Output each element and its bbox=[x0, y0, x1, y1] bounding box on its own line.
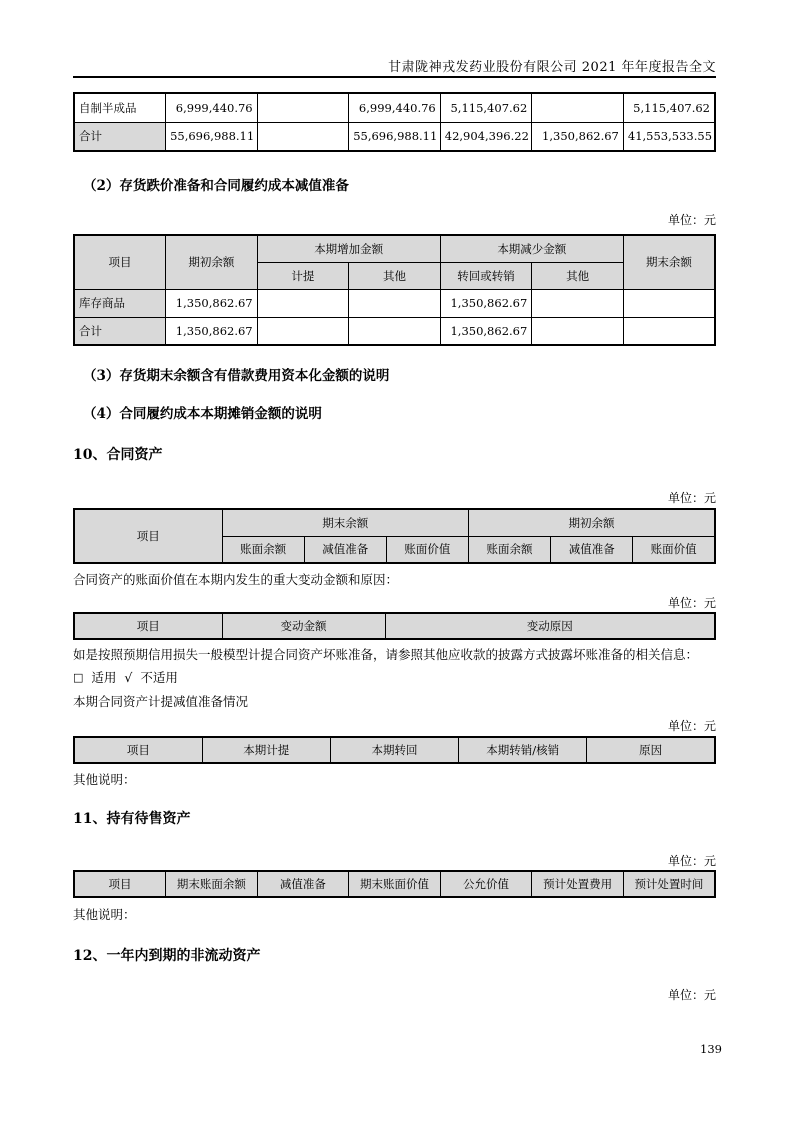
col-header-closing-balance: 期末账面余额 bbox=[166, 871, 258, 897]
col-header-impairment: 减值准备 bbox=[257, 871, 349, 897]
amount-cell: 1,350,862.67 bbox=[166, 289, 258, 317]
col-subheader: 账面价值 bbox=[386, 536, 468, 563]
noncurrent-due-heading: 12、一年内到期的非流动资产 bbox=[73, 948, 261, 964]
col-subheader: 账面余额 bbox=[222, 536, 304, 563]
col-header-written-off: 本期转销/核销 bbox=[459, 737, 587, 763]
amount-cell: 5,115,407.62 bbox=[440, 93, 532, 122]
header-rule bbox=[73, 76, 716, 78]
table-header-row bbox=[74, 737, 715, 763]
amount-cell: 42,904,396.22 bbox=[440, 122, 532, 151]
inventory-continuation-table bbox=[73, 92, 716, 152]
col-header-disposal-time: 预计处置时间 bbox=[623, 871, 715, 897]
section-2-heading: （2）存货跌价准备和合同履约成本减值准备 bbox=[83, 178, 349, 194]
table-row-total bbox=[74, 122, 715, 151]
unit-label: 单位：元 bbox=[667, 854, 716, 868]
col-header-item: 项目 bbox=[74, 613, 222, 639]
col-header-increase-group: 本期增加金额 bbox=[257, 235, 440, 262]
col-header-opening-group: 期初余额 bbox=[468, 509, 715, 536]
applicability-line bbox=[73, 668, 716, 686]
col-header-change-amount: 变动金额 bbox=[222, 613, 385, 639]
contract-assets-balance-table bbox=[73, 508, 716, 564]
col-header-item: 项目 bbox=[74, 235, 166, 289]
doc-header-title: 甘肃陇神戎发药业股份有限公司 2021 年年度报告全文 bbox=[388, 60, 716, 75]
col-subheader: 账面价值 bbox=[633, 536, 715, 563]
unit-label: 单位：元 bbox=[667, 719, 716, 733]
credit-loss-note: 如是按照预期信用损失一般模型计提合同资产坏账准备，请参照其他应收款的披露方式披露坏账准备的相关信息： bbox=[73, 647, 699, 662]
col-subheader: 账面余额 bbox=[468, 536, 550, 563]
contract-assets-change-note: 合同资产的账面价值在本期内发生的重大变动金额和原因： bbox=[73, 572, 399, 587]
other-notes-label: 其他说明： bbox=[73, 907, 136, 922]
empty-amount-cell bbox=[349, 289, 441, 317]
col-header-item: 项目 bbox=[74, 737, 202, 763]
applicable-label: 适用 bbox=[91, 670, 117, 685]
table-header-row bbox=[74, 509, 715, 536]
row-label-cell: 合计 bbox=[74, 317, 166, 345]
row-label-cell: 库存商品 bbox=[74, 289, 166, 317]
contract-assets-heading: 10、合同资产 bbox=[73, 447, 163, 463]
col-header-item: 项目 bbox=[74, 509, 222, 563]
checkmark-icon: √ bbox=[124, 670, 133, 685]
amount-cell: 55,696,988.11 bbox=[349, 122, 441, 151]
held-for-sale-table bbox=[73, 870, 716, 898]
empty-amount-cell bbox=[623, 289, 715, 317]
contract-assets-provision-table bbox=[73, 736, 716, 764]
col-subheader: 转回或转销 bbox=[440, 262, 532, 289]
table-header-row bbox=[74, 871, 715, 897]
empty-amount-cell bbox=[257, 122, 349, 151]
col-header-closing-value: 期末账面价值 bbox=[349, 871, 441, 897]
unit-label: 单位：元 bbox=[667, 596, 716, 610]
page-number: 139 bbox=[700, 1042, 722, 1056]
col-subheader: 减值准备 bbox=[304, 536, 386, 563]
col-subheader: 减值准备 bbox=[551, 536, 633, 563]
empty-amount-cell bbox=[257, 93, 349, 122]
col-header-item: 项目 bbox=[74, 871, 166, 897]
section-3-heading: （3）存货期末余额含有借款费用资本化金额的说明 bbox=[83, 368, 390, 384]
amount-cell: 6,999,440.76 bbox=[349, 93, 441, 122]
empty-amount-cell bbox=[257, 289, 349, 317]
col-header-accrued: 本期计提 bbox=[202, 737, 330, 763]
empty-amount-cell bbox=[532, 317, 624, 345]
amount-cell: 55,696,988.11 bbox=[166, 122, 258, 151]
col-subheader: 计提 bbox=[257, 262, 349, 289]
col-header-fair-value: 公允价值 bbox=[440, 871, 532, 897]
amount-cell: 41,553,533.55 bbox=[623, 122, 715, 151]
col-header-closing: 期末余额 bbox=[623, 235, 715, 289]
amount-cell: 6,999,440.76 bbox=[166, 93, 258, 122]
amount-cell: 1,350,862.67 bbox=[440, 289, 532, 317]
impairment-provision-table bbox=[73, 234, 716, 346]
col-header-decrease-group: 本期减少金额 bbox=[440, 235, 623, 262]
other-notes-label: 其他说明： bbox=[73, 772, 136, 787]
amount-cell: 1,350,862.67 bbox=[440, 317, 532, 345]
col-header-closing-group: 期末余额 bbox=[222, 509, 468, 536]
table-header-row bbox=[74, 235, 715, 262]
col-header-change-reason: 变动原因 bbox=[385, 613, 715, 639]
col-subheader: 其他 bbox=[349, 262, 441, 289]
provision-note: 本期合同资产计提减值准备情况 bbox=[73, 694, 249, 709]
empty-amount-cell bbox=[532, 93, 624, 122]
col-subheader: 其他 bbox=[532, 262, 624, 289]
table-row-total bbox=[74, 317, 715, 345]
amount-cell: 5,115,407.62 bbox=[623, 93, 715, 122]
col-header-reason: 原因 bbox=[587, 737, 715, 763]
col-header-disposal-cost: 预计处置费用 bbox=[532, 871, 624, 897]
section-4-heading: （4）合同履约成本本期摊销金额的说明 bbox=[83, 406, 322, 422]
table-row bbox=[74, 93, 715, 122]
empty-amount-cell bbox=[349, 317, 441, 345]
row-label-cell: 合计 bbox=[74, 122, 166, 151]
amount-cell: 1,350,862.67 bbox=[166, 317, 258, 345]
empty-amount-cell bbox=[257, 317, 349, 345]
empty-amount-cell bbox=[623, 317, 715, 345]
not-applicable-label: 不适用 bbox=[140, 670, 178, 685]
held-for-sale-heading: 11、持有待售资产 bbox=[73, 811, 191, 827]
empty-amount-cell bbox=[532, 289, 624, 317]
row-label-cell: 自制半成品 bbox=[74, 93, 166, 122]
checkbox-unchecked-icon: □ bbox=[73, 671, 84, 684]
table-header-row bbox=[74, 613, 715, 639]
unit-label: 单位：元 bbox=[667, 988, 716, 1002]
col-header-opening: 期初余额 bbox=[166, 235, 258, 289]
unit-label: 单位：元 bbox=[667, 213, 716, 227]
amount-cell: 1,350,862.67 bbox=[532, 122, 624, 151]
col-header-reversed: 本期转回 bbox=[330, 737, 458, 763]
table-row bbox=[74, 289, 715, 317]
unit-label: 单位：元 bbox=[667, 491, 716, 505]
contract-assets-change-table bbox=[73, 612, 716, 640]
